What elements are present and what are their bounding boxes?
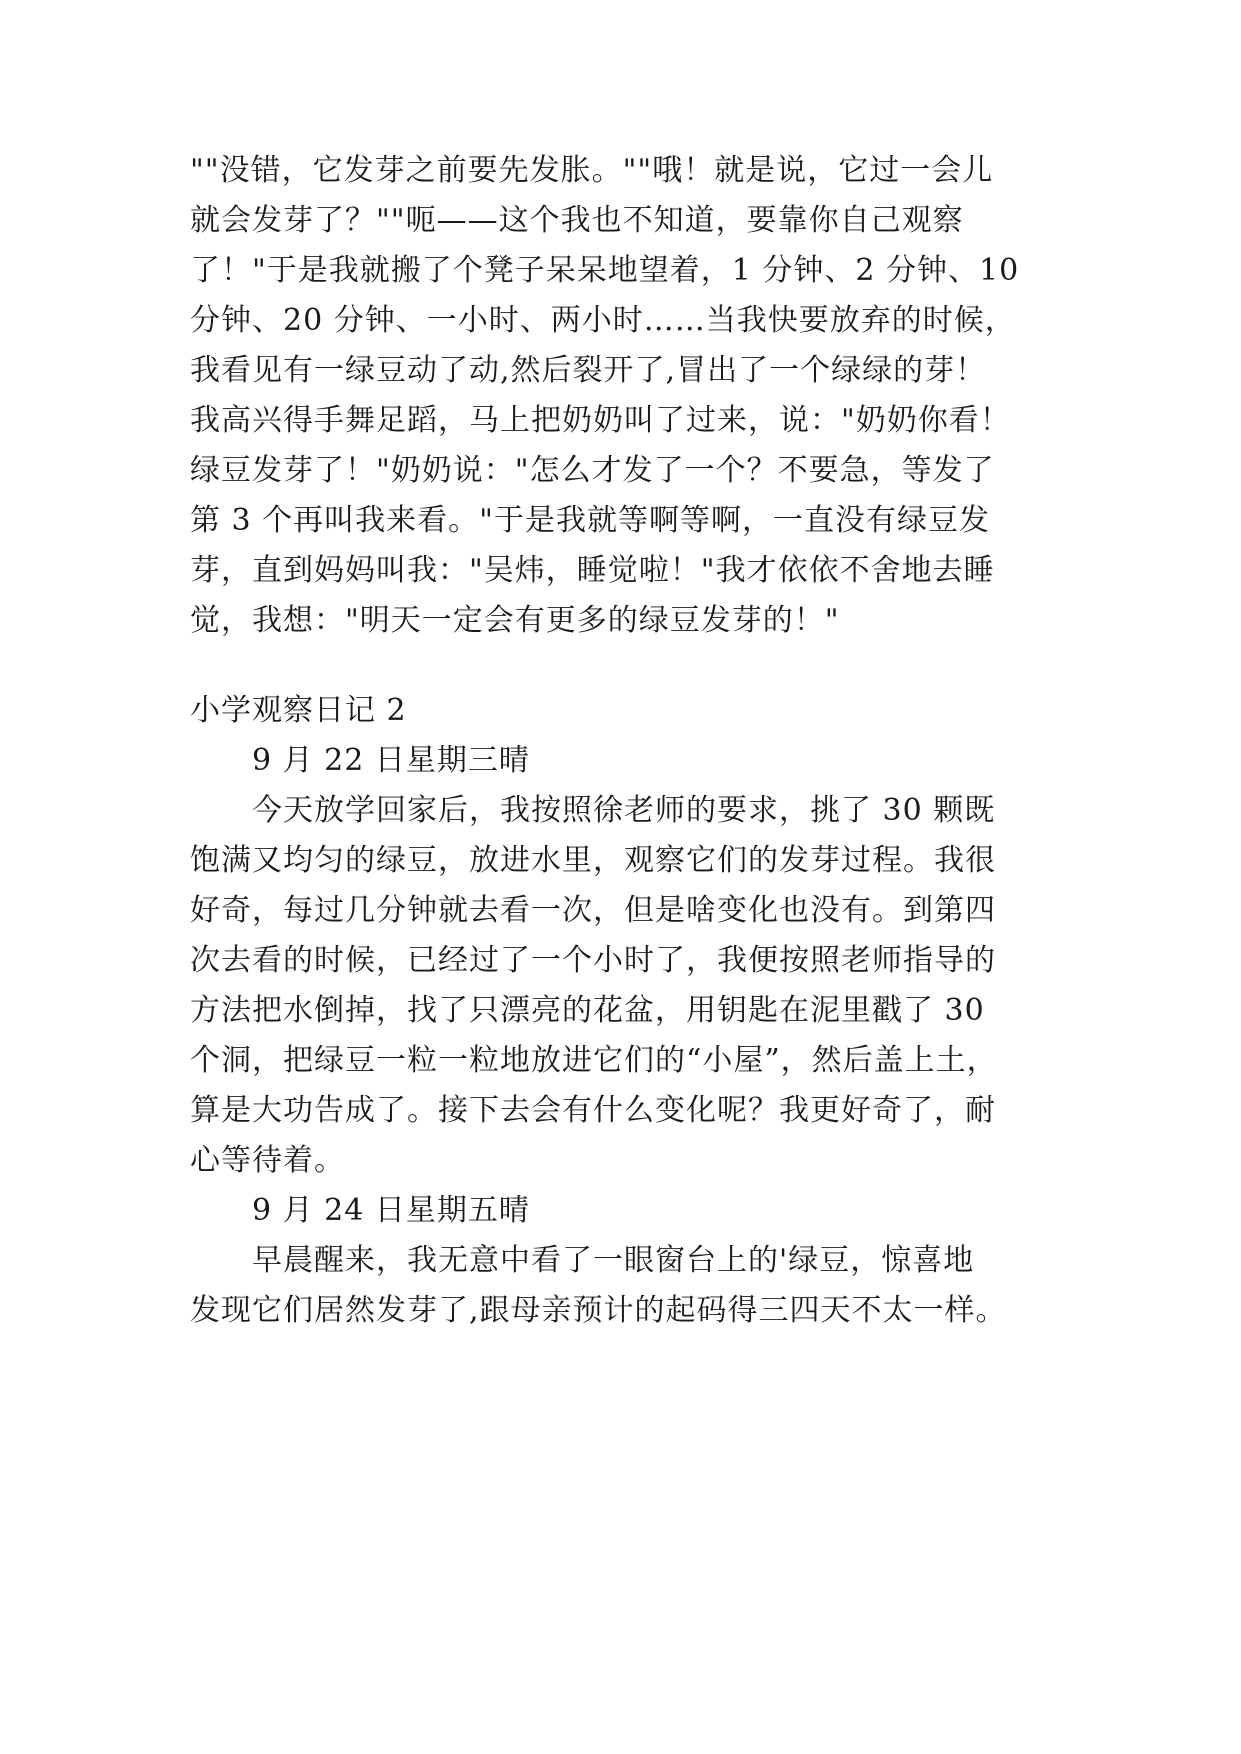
section-title: 小学观察日记 2: [190, 693, 407, 728]
text-line: 我高兴得手舞足蹈，马上把奶奶叫了过来，说："奶奶你看！: [190, 403, 1011, 438]
text-line: 好奇，每过几分钟就去看一次，但是啥变化也没有。到第四: [190, 893, 996, 928]
text-line: 方法把水倒掉，找了只漂亮的花盆，用钥匙在泥里戳了 30: [190, 993, 985, 1028]
text-line: 第 3 个再叫我来看。"于是我就等啊等啊，一直没有绿豆发: [190, 503, 990, 538]
entry-date: 9 月 24 日星期五晴: [252, 1193, 530, 1228]
text-line: ""没错，它发芽之前要先发胀。""哦！就是说，它过一会儿: [190, 153, 994, 188]
entry-date: 9 月 22 日星期三晴: [252, 743, 530, 778]
text-line: 芽，直到妈妈叫我："吴炜，睡觉啦！"我才依依不舍地去睡: [190, 553, 995, 588]
text-line: 算是大功告成了。接下去会有什么变化呢？我更好奇了，耐: [190, 1093, 996, 1128]
text-line: 发现它们居然发芽了,跟母亲预计的起码得三四天不太一样。: [190, 1293, 1007, 1328]
text-line: 我看见有一绿豆动了动,然后裂开了,冒出了一个绿绿的芽！: [190, 353, 987, 388]
text-line: 觉，我想："明天一定会有更多的绿豆发芽的！": [190, 603, 840, 638]
text-line: 次去看的时候，已经过了一个小时了，我便按照老师指导的: [190, 943, 996, 978]
text-line: 饱满又均匀的绿豆，放进水里，观察它们的发芽过程。我很: [190, 843, 996, 878]
text-line: 今天放学回家后，我按照徐老师的要求，挑了 30 颗既: [252, 793, 996, 828]
text-line: 了！"于是我就搬了个凳子呆呆地望着，1 分钟、2 分钟、10: [190, 253, 1020, 288]
text-line: 个洞，把绿豆一粒一粒地放进它们的“小屋”，然后盖上土，: [190, 1043, 998, 1078]
text-line: 分钟、20 分钟、一小时、两小时……当我快要放弃的时候，: [190, 303, 1016, 338]
text-line: 心等待着。: [190, 1143, 345, 1178]
text-line: 就会发芽了？""呃——这个我也不知道，要靠你自己观察: [190, 203, 964, 238]
text-line: 绿豆发芽了！"奶奶说："怎么才发了一个？不要急，等发了: [190, 453, 995, 488]
text-line: 早晨醒来，我无意中看了一眼窗台上的'绿豆，惊喜地: [252, 1243, 975, 1278]
